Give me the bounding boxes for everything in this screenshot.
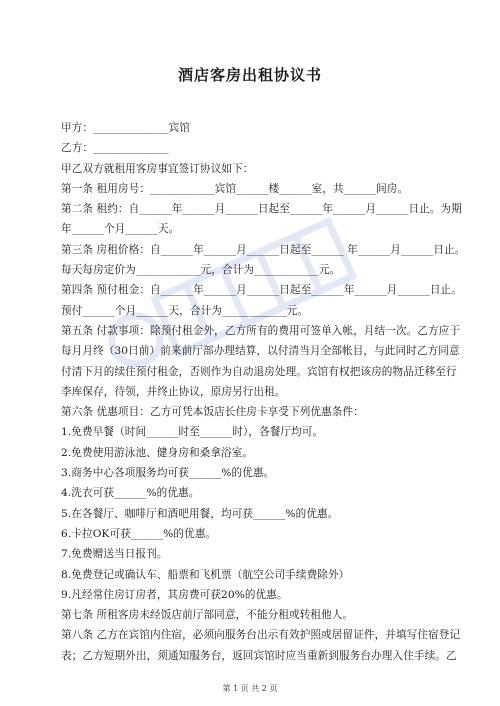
text-line: 第二条 租约：自______年______月______日起至______年______月______日止。为期 [61,203,462,216]
text-line: 2.免费使用游泳池、健身房和桑拿浴室。 [61,446,254,459]
text-line: 第六条 优惠项目：乙方可凭本饭店长住房卡享受下列优惠条件： [61,406,364,419]
text-line: 5.在各餐厅、咖啡厅和酒吧用餐，均可获______%的优惠。 [61,507,339,520]
text-line: 每天每房定价为____________元，合计为____________元。 [61,264,341,277]
text-line: 第一条 租用房号：____________宾馆______楼______室，共______间房。 [61,182,409,195]
text-line: 甲乙双方就租用客房事宜签订协议如下： [61,162,254,175]
text-line: 乙方：______________ [61,142,169,155]
text-line: 甲方：______________宾馆 [61,122,191,134]
document-title: 酒店客房出租协议书 [177,66,322,84]
text-line: 第三条 房租价格：自______年______月______日起至______ 年______月______日止。 [61,243,466,256]
text-line: 表；乙方短期外出，须通知服务台，返回宾馆时应当重新到服务台办理入住手续。乙 [61,649,457,662]
text-line: 每月月终（30日前）前来前厅部办理结算，以付清当月全部帐目，与此同时乙方同意 [61,345,460,358]
text-line: 3.商务中心各项服务均可获______%的优惠。 [61,467,275,480]
text-line: 第八条 乙方在宾馆内住宿，必须向服务台出示有效护照或居留证件，并填写住宿登记 [61,629,461,642]
text-line: 6.卡拉OK可获______%的优惠。 [61,527,217,540]
text-line: 9.凡经常住房订房者，其房费可获20%的优惠。 [61,588,288,601]
document-body [61,118,466,666]
text-line: 第四条 预付租金：自______年______月______日起至______年______月______日止。 [61,284,462,297]
text-line: 预付______个月______天，合计为____________元。 [61,304,309,317]
text-line: 年______个月______天。 [61,223,180,236]
text-line: 付清下月的续住预付租金，否则作为自动退房处理。宾馆有权把该房的物品迁移至行 [61,365,457,378]
text-line: 7.免费赠送当日报刊。 [61,548,168,561]
text-line: 1.免费早餐（时间______时至______时），各餐厅均可。 [61,426,324,439]
text-line: 8.免费登记或确认车、船票和飞机票（航空公司手续费除外） [61,568,350,581]
text-line: 4.洗衣可获______%的优惠。 [61,487,200,500]
text-line: 第五条 付款事项：除预付租金外，乙方所有的费用可签单入帐，月结一次。乙方应于 [61,324,461,337]
text-line: 第七条 所租客房未经饭店前厅部同意，不能分租或转租他人。 [61,609,354,622]
page-footer: 第 1 页 共 2 页 [222,684,278,693]
text-line: 李库保存，待领，并终止协议，原房另行出租。 [61,385,286,398]
